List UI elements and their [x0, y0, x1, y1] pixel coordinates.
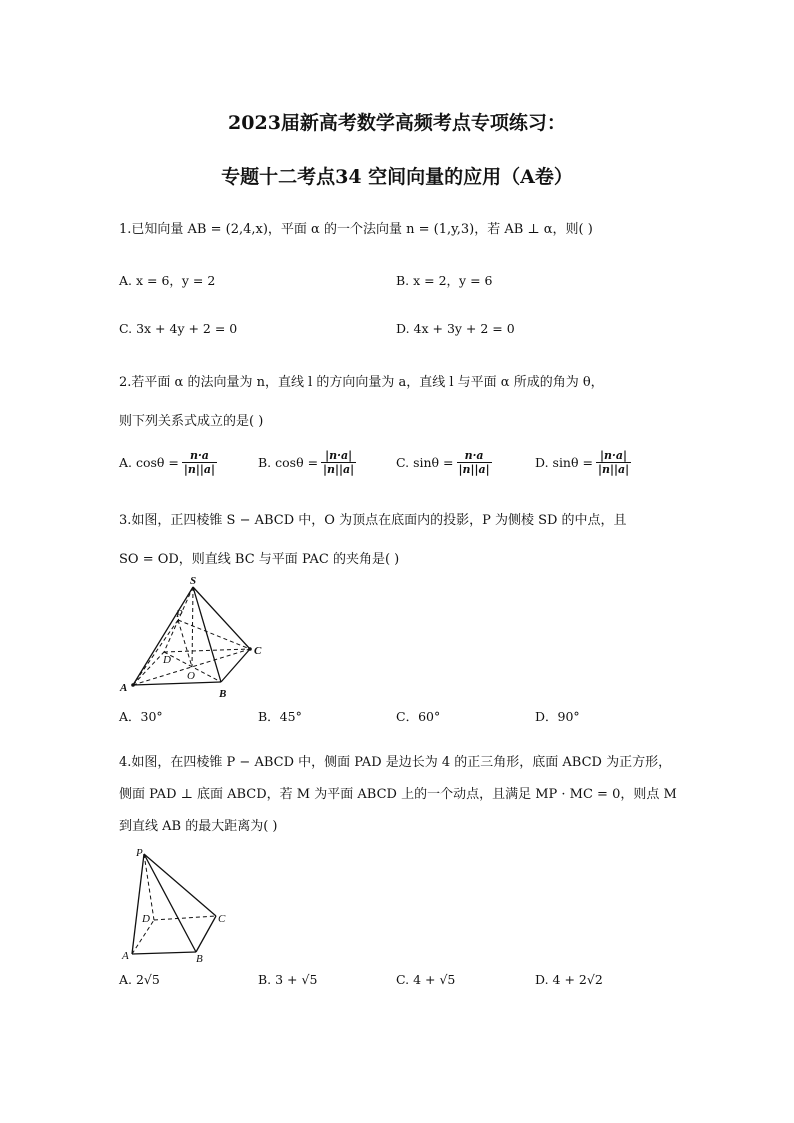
q3-label-o: O [187, 670, 195, 682]
q1-option-a: A. x = 6，y = 2 [119, 273, 216, 288]
q2-option-b-denominator: |n||a| [323, 463, 355, 476]
q3-label-b: B [219, 688, 227, 700]
q2-option-d-numerator: |n·a| [600, 449, 628, 462]
question-4-stem-line3: 到直线 AB 的最大距离为( ) [119, 819, 278, 834]
q4-option-a: A. 2√5 [119, 972, 160, 987]
q2-option-a-prefix: A. cosθ = [119, 455, 179, 470]
q3-option-a: A．30° [119, 709, 163, 724]
q3-label-p: P [176, 608, 183, 620]
q2-option-c [396, 449, 492, 476]
q2-option-c-numerator: n·a [464, 449, 484, 462]
q4-option-d: D. 4 + 2√2 [535, 972, 603, 987]
q1-option-c: C. 3x + 4y + 2 = 0 [119, 321, 238, 336]
question-4-stem-line2: 侧面 PAD ⊥ 底面 ABCD，若 M 为平面 ABCD 上的一个动点，且满足 MP · MC = 0，则点 M [119, 787, 677, 802]
page-subtitle: 专题十二考点34 空间向量的应用（A卷） [221, 166, 573, 188]
q2-option-b-prefix: B. cosθ = [258, 455, 319, 470]
q2-option-c-denominator: |n||a| [458, 463, 490, 476]
q4-label-c: C [218, 913, 226, 925]
q2-option-d-denominator: |n||a| [597, 463, 630, 476]
q2-option-b [258, 449, 356, 476]
q4-label-p: P [136, 847, 143, 859]
question-4-stem-line1: 4.如图，在四棱锥 P − ABCD 中，侧面 PAD 是边长为 4 的正三角形，底面 ABCD 为正方形， [119, 755, 672, 770]
q3-option-d: D．90° [535, 709, 580, 724]
q3-label-s: S [190, 575, 197, 587]
question-1-stem: 1.已知向量 AB = (2,4,x)，平面 α 的一个法向量 n = (1,y,3)，若 AB ⊥ α，则( ) [119, 222, 593, 237]
q4-option-b: B. 3 + √5 [258, 972, 318, 987]
q1-option-b: B. x = 2，y = 6 [396, 273, 493, 288]
q4-label-b: B [196, 953, 203, 964]
q3-option-c: C．60° [396, 709, 441, 724]
question-3-stem-line1: 3.如图，正四棱锥 S − ABCD 中，O 为顶点在底面内的投影，P 为侧棱 SD 的中点，且 [119, 513, 627, 528]
q2-option-a-denominator: |n||a| [183, 463, 216, 476]
q3-label-a: A [120, 682, 128, 694]
q1-option-d: D. 4x + 3y + 2 = 0 [396, 321, 515, 336]
q3-label-d: D [163, 654, 171, 666]
q3-pyramid-figure [118, 572, 278, 702]
q4-option-c: C. 4 + √5 [396, 972, 456, 987]
q2-option-a-numerator: n·a [189, 449, 209, 462]
q2-option-d-prefix: D. sinθ = [535, 455, 593, 470]
question-2-stem-line1: 2.若平面 α 的法向量为 n，直线 l 的方向向量为 a，直线 l 与平面 α 所成的角为 θ， [119, 375, 604, 390]
q2-option-c-prefix: C. sinθ = [396, 455, 454, 470]
q4-label-a: A [122, 950, 129, 962]
question-2-stem-line2: 则下列关系式成立的是( ) [119, 414, 264, 429]
page-title: 2023届新高考数学高频考点专项练习： [228, 112, 566, 134]
q2-option-b-numerator: |n·a| [325, 449, 353, 462]
q2-option-a [119, 449, 217, 476]
question-3-stem-line2: SO = OD，则直线 BC 与平面 PAC 的夹角是( ) [119, 552, 400, 567]
q4-label-d: D [142, 913, 150, 925]
q4-pyramid-figure [118, 842, 238, 964]
q2-option-d [535, 449, 631, 476]
q3-label-c: C [254, 645, 262, 657]
q3-option-b: B．45° [258, 709, 302, 724]
